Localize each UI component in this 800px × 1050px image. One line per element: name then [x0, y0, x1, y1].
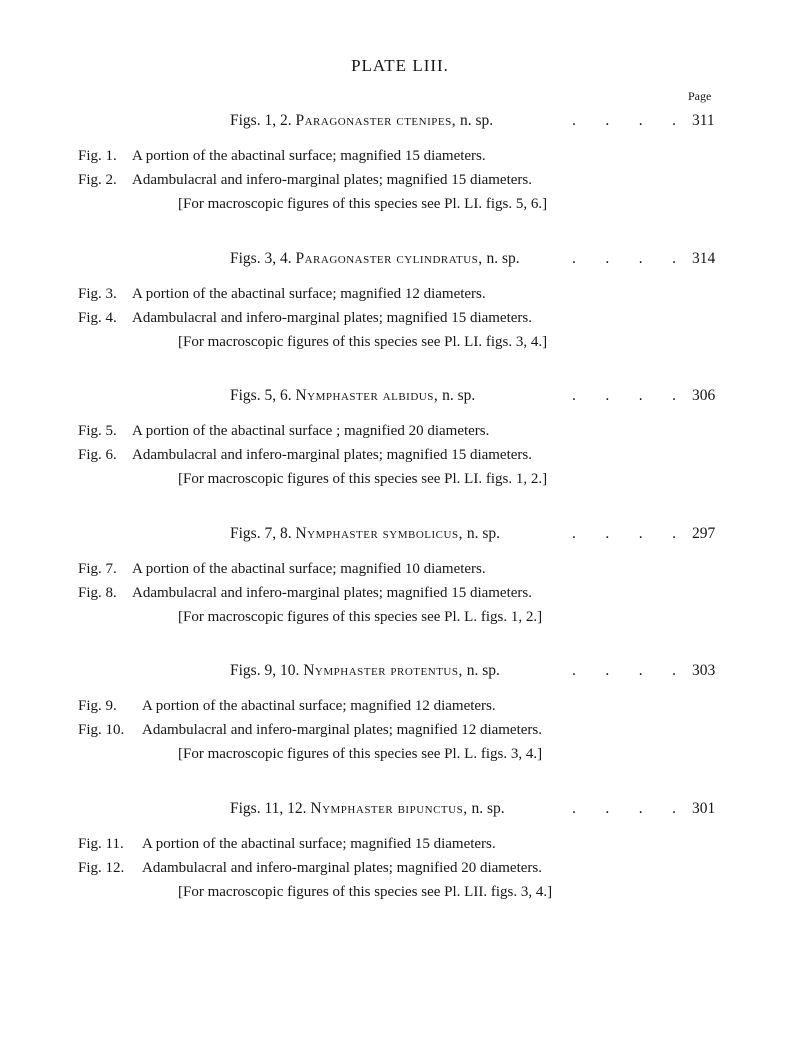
figs-label: Figs. 3, 4.	[230, 250, 292, 267]
leader-dot: .	[605, 387, 610, 404]
figure-label: Fig. 2.	[78, 172, 117, 188]
page-number: 297	[692, 525, 716, 542]
figure-line	[0, 585, 800, 609]
leader-dot: .	[572, 662, 576, 679]
page-title: PLATE LIII.	[351, 56, 449, 75]
page-number: 303	[692, 662, 716, 679]
leader-dot: .	[638, 387, 643, 404]
figure-line	[0, 722, 800, 746]
figure-description: A portion of the abactinal surface; magnified 12 diameters.	[142, 698, 496, 714]
figure-label: Fig. 8.	[78, 585, 117, 601]
figure-line	[0, 561, 800, 585]
figure-line	[0, 148, 800, 172]
leader-dot: .	[638, 800, 643, 817]
leader-dot: .	[572, 112, 576, 129]
leader-dot: .	[672, 112, 676, 129]
figure-line	[0, 423, 800, 447]
leader-dot: .	[572, 525, 576, 542]
leader-dot: .	[605, 525, 610, 542]
leader-dots	[572, 662, 676, 680]
leader-dot: .	[572, 800, 576, 817]
figure-description: A portion of the abactinal surface; magnified 10 diameters.	[132, 561, 486, 577]
figure-label: Fig. 6.	[78, 447, 117, 463]
species-name: Nymphaster symbolicus,	[295, 525, 463, 542]
leader-dot: .	[638, 112, 643, 129]
section-heading	[0, 250, 800, 276]
plate-section	[0, 387, 800, 495]
plate-section	[0, 250, 800, 358]
species-name: Paragonaster ctenipes,	[295, 112, 457, 129]
figure-label: Fig. 4.	[78, 310, 117, 326]
leader-dots	[572, 525, 676, 543]
figure-description: Adambulacral and infero-marginal plates; magnified 15 diameters.	[132, 447, 532, 463]
leader-dot: .	[605, 250, 610, 267]
plate-section	[0, 525, 800, 633]
figs-label: Figs. 1, 2.	[230, 112, 292, 129]
note-text: [For macroscopic figures of this species see Pl. LI. figs. 1, 2.]	[178, 471, 548, 487]
leader-dot: .	[672, 387, 676, 404]
macroscopic-note	[0, 196, 800, 220]
figure-description: A portion of the abactinal surface ; magnified 20 diameters.	[132, 423, 490, 439]
species-name: Paragonaster cylindratus,	[295, 250, 483, 267]
plate-section	[0, 112, 800, 220]
figure-line	[0, 836, 800, 860]
figure-line	[0, 286, 800, 310]
figure-label: Fig. 3.	[78, 286, 117, 302]
leader-dots	[572, 800, 676, 818]
macroscopic-note	[0, 746, 800, 770]
figure-description: Adambulacral and infero-marginal plates; magnified 12 diameters.	[142, 722, 542, 738]
note-text: [For macroscopic figures of this species see Pl. L. figs. 1, 2.]	[178, 609, 543, 625]
leader-dots	[572, 112, 676, 130]
figure-line	[0, 860, 800, 884]
figure-label: Fig. 10.	[78, 722, 125, 738]
species-name: Nymphaster protentus,	[303, 662, 463, 679]
page-number: 314	[692, 250, 716, 267]
plate-section	[0, 662, 800, 770]
figs-label: Figs. 7, 8.	[230, 525, 292, 542]
figure-label: Fig. 9.	[78, 698, 117, 714]
note-text: [For macroscopic figures of this species see Pl. LI. figs. 5, 6.]	[178, 196, 548, 212]
leader-dot: .	[605, 800, 610, 817]
species-name: Nymphaster albidus,	[295, 387, 439, 404]
figure-description: Adambulacral and infero-marginal plates; magnified 15 diameters.	[132, 310, 532, 326]
leader-dot: .	[638, 525, 643, 542]
species-suffix: n. sp.	[466, 525, 500, 542]
leader-dot: .	[638, 250, 643, 267]
leader-dot: .	[672, 250, 676, 267]
section-heading	[0, 800, 800, 826]
note-text: [For macroscopic figures of this species see Pl. L. figs. 3, 4.]	[178, 746, 543, 762]
leader-dot: .	[672, 662, 676, 679]
figure-line	[0, 447, 800, 471]
species-suffix: n. sp.	[466, 662, 500, 679]
figure-line	[0, 310, 800, 334]
leader-dots	[572, 387, 676, 405]
figure-description: Adambulacral and infero-marginal plates; magnified 15 diameters.	[132, 585, 532, 601]
plate-section	[0, 800, 800, 908]
leader-dot: .	[572, 250, 576, 267]
figure-label: Fig. 1.	[78, 148, 117, 164]
leader-dot: .	[605, 112, 610, 129]
leader-dot: .	[638, 662, 643, 679]
page-column-label: Page	[688, 89, 712, 103]
section-heading	[0, 525, 800, 551]
figure-description: A portion of the abactinal surface; magnified 15 diameters.	[142, 836, 496, 852]
page-number: 306	[692, 387, 716, 404]
species-name: Nymphaster bipunctus,	[310, 800, 468, 817]
species-suffix: n. sp.	[442, 387, 476, 404]
figure-label: Fig. 5.	[78, 423, 117, 439]
figs-label: Figs. 5, 6.	[230, 387, 292, 404]
species-suffix: n. sp.	[486, 250, 520, 267]
macroscopic-note	[0, 609, 800, 633]
section-heading	[0, 387, 800, 413]
note-text: [For macroscopic figures of this species see Pl. LI. figs. 3, 4.]	[178, 334, 548, 350]
figure-label: Fig. 7.	[78, 561, 117, 577]
figure-line	[0, 698, 800, 722]
section-heading	[0, 112, 800, 138]
species-suffix: n. sp.	[459, 112, 494, 129]
macroscopic-note	[0, 884, 800, 908]
section-heading	[0, 662, 800, 688]
species-suffix: n. sp.	[471, 800, 505, 817]
leader-dot: .	[672, 800, 676, 817]
macroscopic-note	[0, 334, 800, 358]
figure-description: A portion of the abactinal surface; magnified 12 diameters.	[132, 286, 486, 302]
figure-description: Adambulacral and infero-marginal plates; magnified 20 diameters.	[142, 860, 542, 876]
figure-line	[0, 172, 800, 196]
figure-description: A portion of the abactinal surface; magnified 15 diameters.	[132, 148, 486, 164]
leader-dot: .	[572, 387, 576, 404]
figs-label: Figs. 11, 12.	[230, 800, 307, 817]
figure-label: Fig. 12.	[78, 860, 125, 876]
figure-label: Fig. 11.	[78, 836, 124, 852]
macroscopic-note	[0, 471, 800, 495]
figure-description: Adambulacral and infero-marginal plates; magnified 15 diameters.	[132, 172, 532, 188]
page-number: 311	[692, 112, 715, 129]
note-text: [For macroscopic figures of this species see Pl. LII. figs. 3, 4.]	[178, 884, 553, 900]
figs-label: Figs. 9, 10.	[230, 662, 300, 679]
leader-dots	[572, 250, 676, 268]
leader-dot: .	[672, 525, 676, 542]
leader-dot: .	[605, 662, 610, 679]
page-number: 301	[692, 800, 716, 817]
